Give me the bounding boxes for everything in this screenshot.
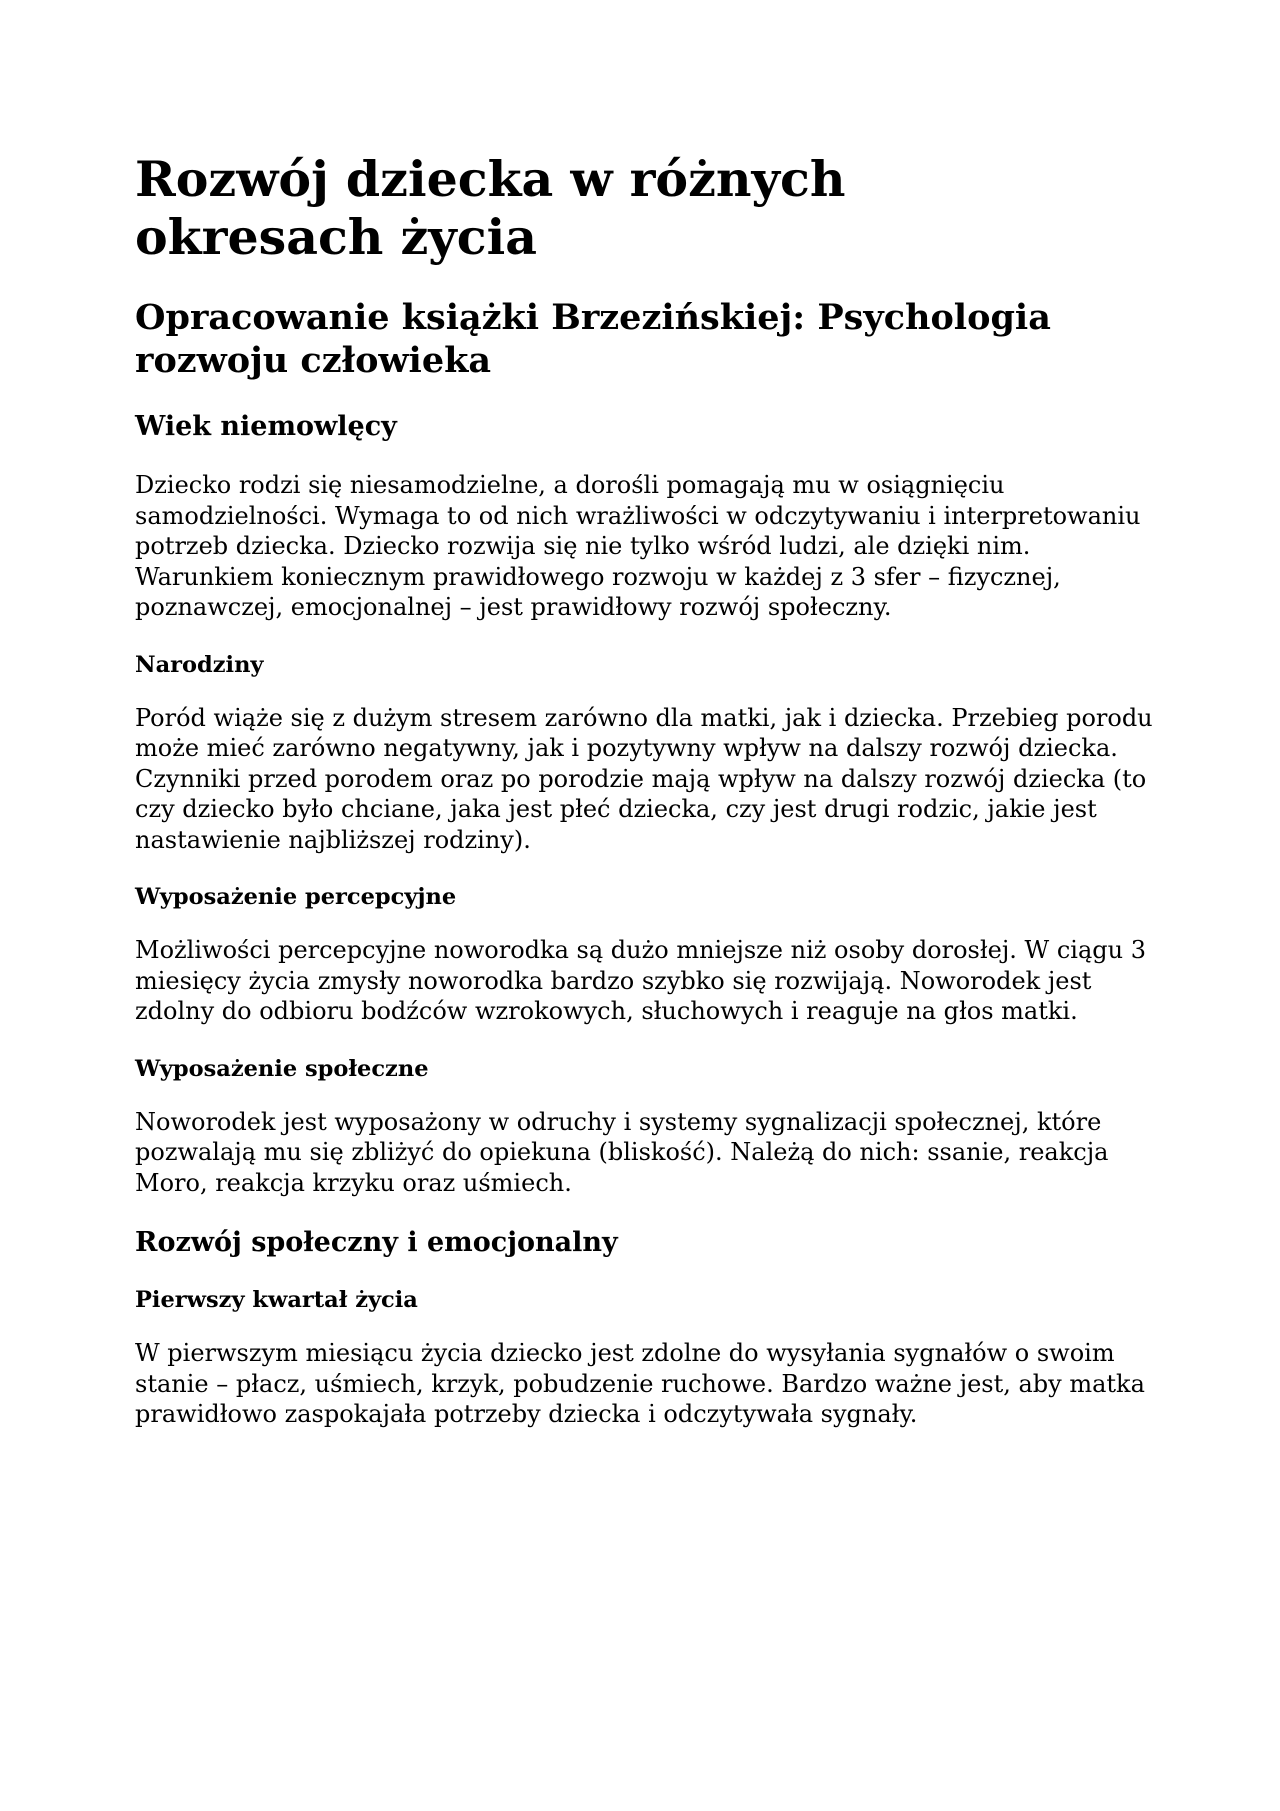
document-title: Rozwój dziecka w różnych okresach życia (135, 150, 846, 266)
subsection-heading-birth: Narodziny (135, 651, 264, 678)
subsection-heading-first-quarter: Pierwszy kwartał życia (135, 1287, 418, 1313)
paragraph-perceptual: Możliwości percepcyjne noworodka są dużo mniejsze niż osoby dorosłej. W ciągu 3 miesięcy życia zmysły noworodka bardzo szybko się rozwijają. Noworodek jest zdolny do odbioru bodźców wzrokowych, słuchowych i reaguje na głos matki. (135, 936, 1146, 1025)
subsection-heading-perceptual: Wyposażenie percepcyjne (135, 884, 457, 910)
subsection-heading-social-equipment: Wyposażenie społeczne (135, 1055, 429, 1082)
paragraph-social-equipment: Noworodek jest wyposażony w odruchy i systemy sygnalizacji społecznej, które pozwalają mu się zbliżyć do opiekuna (bliskość). Należą do nich: ssanie, reakcja Moro, reakcja krzyku oraz uśmiech. (135, 1107, 1109, 1197)
section-heading-infancy: Wiek niemowlęcy (135, 411, 397, 442)
paragraph-infancy-intro: Dziecko rodzi się niesamodzielne, a dorośli pomagają mu w osiągnięciu samodzielności. Wymaga to od nich wrażliwości w odczytywaniu i interpretowaniu potrzeb dziecka. Dziecko rozwija się nie tylko wśród ludzi, ale dzięki nim. Warunkiem koniecznym prawidłowego rozwoju w każdej z 3 sfer – fizycznej, poznawczej, emocjonalnej – jest prawidłowy rozwój społeczny. (135, 471, 1141, 621)
document-page (135, 150, 1155, 1458)
paragraph-birth: Poród wiąże się z dużym stresem zarówno dla matki, jak i dziecka. Przebieg porodu może mieć zarówno negatywny, jak i pozytywny wpływ na dalszy rozwój dziecka. Czynniki przed porodem oraz po porodzie mają wpływ na dalszy rozwój dziecka (to czy dziecko było chciane, jaka jest płeć dziecka, czy jest drugi rodzic, jakie jest nastawienie najbliższej rodziny). (135, 703, 1153, 854)
paragraph-first-quarter: W pierwszym miesiącu życia dziecko jest zdolne do wysyłania sygnałów o swoim stanie – płacz, uśmiech, krzyk, pobudzenie ruchowe. Bardzo ważne jest, aby matka prawidłowo zaspokajała potrzeby dziecka i odczytywała sygnały. (135, 1339, 1145, 1428)
document-subtitle: Opracowanie książki Brzezińskiej: Psychologia rozwoju człowieka (135, 297, 1051, 381)
section-heading-social-emotional: Rozwój społeczny i emocjonalny (135, 1227, 618, 1258)
